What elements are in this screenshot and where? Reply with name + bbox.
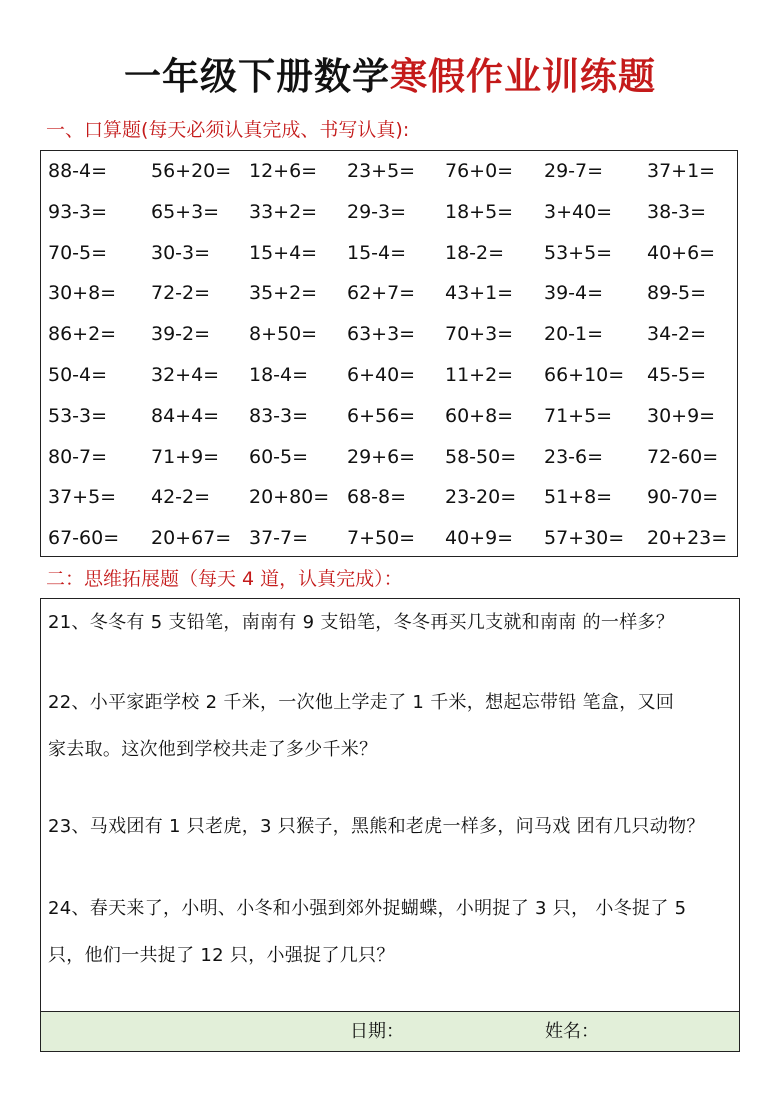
arithmetic-problem: 39-4= [544, 282, 604, 304]
arithmetic-problem: 29+6= [347, 446, 416, 468]
arithmetic-problem: 8+50= [249, 323, 318, 345]
section1-heading: 一、口算题(每天必须认真完成、书写认真): [46, 119, 410, 141]
arithmetic-problem: 71+5= [544, 405, 613, 427]
problem-line: 家去取。这次他到学校共走了多少千米？ [48, 739, 378, 760]
arithmetic-problem: 30+9= [647, 405, 716, 427]
arithmetic-problem: 37+1= [647, 160, 716, 182]
arithmetic-problem: 71+9= [151, 446, 220, 468]
arithmetic-problem: 35+2= [249, 282, 318, 304]
arithmetic-problem: 70-5= [48, 242, 108, 264]
arithmetic-problem: 84+4= [151, 405, 220, 427]
arithmetic-problem: 76+0= [445, 160, 514, 182]
arithmetic-problem: 57+30= [544, 527, 625, 549]
arithmetic-problem: 20+67= [151, 527, 232, 549]
grid-row [41, 151, 737, 191]
arithmetic-problem: 12+6= [249, 160, 318, 182]
problem-line: 21、冬冬有 5 支铅笔，南南有 9 支铅笔，冬冬再买几支就和南南 的一样多？ [48, 612, 675, 633]
grid-row [41, 314, 737, 354]
arithmetic-problem: 53-3= [48, 405, 108, 427]
grid-row [41, 518, 737, 558]
word-problem-24 [48, 885, 736, 979]
arithmetic-problem: 38-3= [647, 201, 707, 223]
arithmetic-problem: 39-2= [151, 323, 211, 345]
word-problem-23 [48, 803, 736, 850]
arithmetic-problem: 72-2= [151, 282, 211, 304]
problem-line: 22、小平家距学校 2 千米，一次他上学走了 1 千米，想起忘带铅 笔盒，又回 [48, 692, 675, 713]
date-label: 日期： [350, 1021, 404, 1042]
arithmetic-problem: 62+7= [347, 282, 416, 304]
arithmetic-problem: 60+8= [445, 405, 514, 427]
arithmetic-problem: 56+20= [151, 160, 232, 182]
arithmetic-problem: 15-4= [347, 242, 407, 264]
arithmetic-problem: 60-5= [249, 446, 309, 468]
arithmetic-problem: 6+56= [347, 405, 416, 427]
arithmetic-problem: 6+40= [347, 364, 416, 386]
grid-row [41, 437, 737, 477]
grid-row [41, 273, 737, 313]
arithmetic-problem: 40+9= [445, 527, 514, 549]
arithmetic-problem: 70+3= [445, 323, 514, 345]
arithmetic-grid [40, 150, 738, 557]
word-problems-box [40, 598, 740, 1012]
arithmetic-problem: 20+23= [647, 527, 728, 549]
arithmetic-problem: 23-6= [544, 446, 604, 468]
arithmetic-problem: 89-5= [647, 282, 707, 304]
arithmetic-problem: 34-2= [647, 323, 707, 345]
arithmetic-problem: 18+5= [445, 201, 514, 223]
arithmetic-problem: 15+4= [249, 242, 318, 264]
arithmetic-problem: 65+3= [151, 201, 220, 223]
arithmetic-problem: 45-5= [647, 364, 707, 386]
arithmetic-problem: 20-1= [544, 323, 604, 345]
arithmetic-problem: 80-7= [48, 446, 108, 468]
arithmetic-problem: 93-3= [48, 201, 108, 223]
grid-row [41, 477, 737, 517]
arithmetic-problem: 53+5= [544, 242, 613, 264]
arithmetic-problem: 66+10= [544, 364, 625, 386]
title-part-red: 寒假作业训练题 [390, 55, 656, 98]
problem-line: 只，他们一共捉了 12 只，小强捉了几只？ [48, 945, 395, 966]
arithmetic-problem: 86+2= [48, 323, 117, 345]
arithmetic-problem: 18-4= [249, 364, 309, 386]
arithmetic-problem: 32+4= [151, 364, 220, 386]
page-title [0, 52, 780, 102]
word-problem-21 [48, 599, 736, 646]
arithmetic-problem: 51+8= [544, 486, 613, 508]
arithmetic-problem: 40+6= [647, 242, 716, 264]
word-problem-22 [48, 679, 736, 773]
arithmetic-problem: 23-20= [445, 486, 517, 508]
name-label: 姓名： [545, 1021, 599, 1042]
grid-row [41, 355, 737, 395]
grid-row [41, 192, 737, 232]
arithmetic-problem: 29-3= [347, 201, 407, 223]
arithmetic-problem: 72-60= [647, 446, 719, 468]
arithmetic-problem: 30-3= [151, 242, 211, 264]
problem-line: 24、春天来了，小明、小冬和小强到郊外捉蝴蝶，小明捉了 3 只， 小冬捉了 5 [48, 898, 687, 919]
arithmetic-problem: 18-2= [445, 242, 505, 264]
arithmetic-problem: 7+50= [347, 527, 416, 549]
arithmetic-problem: 23+5= [347, 160, 416, 182]
arithmetic-problem: 90-70= [647, 486, 719, 508]
arithmetic-problem: 11+2= [445, 364, 514, 386]
footer-bar [40, 1011, 740, 1052]
arithmetic-problem: 30+8= [48, 282, 117, 304]
arithmetic-problem: 33+2= [249, 201, 318, 223]
title-part-black: 一年级下册数学 [124, 55, 390, 98]
arithmetic-problem: 63+3= [347, 323, 416, 345]
arithmetic-problem: 43+1= [445, 282, 514, 304]
arithmetic-problem: 83-3= [249, 405, 309, 427]
arithmetic-problem: 42-2= [151, 486, 211, 508]
arithmetic-problem: 3+40= [544, 201, 613, 223]
arithmetic-problem: 68-8= [347, 486, 407, 508]
arithmetic-problem: 50-4= [48, 364, 108, 386]
grid-row [41, 396, 737, 436]
arithmetic-problem: 29-7= [544, 160, 604, 182]
arithmetic-problem: 37-7= [249, 527, 309, 549]
arithmetic-problem: 88-4= [48, 160, 108, 182]
arithmetic-problem: 67-60= [48, 527, 120, 549]
arithmetic-problem: 58-50= [445, 446, 517, 468]
section2-heading: 二：思维拓展题（每天 4 道，认真完成）： [46, 568, 403, 590]
arithmetic-problem: 20+80= [249, 486, 330, 508]
arithmetic-problem: 37+5= [48, 486, 117, 508]
problem-line: 23、马戏团有 1 只老虎，3 只猴子，黑熊和老虎一样多，问马戏 团有几只动物？ [48, 816, 705, 837]
grid-row [41, 233, 737, 273]
